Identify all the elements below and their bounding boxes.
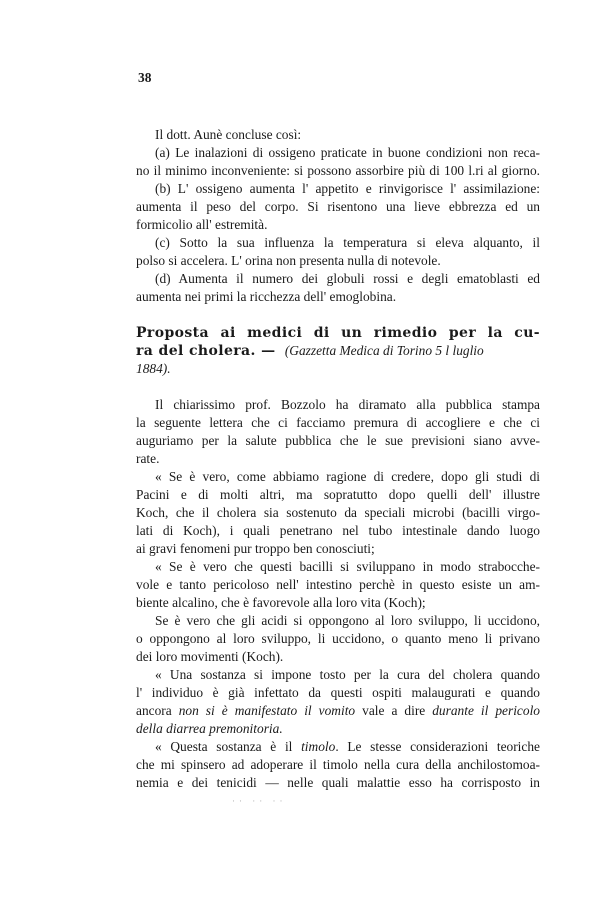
text-line: o oppongono al loro sviluppo, li uccidono, o quanto meno li privano: [136, 631, 540, 646]
text-line: l' individuo è già infettato da questi ospiti malaugurati e quando: [136, 685, 540, 700]
text-line: polso si accelera. L' orina non presenta nulla di notevole.: [136, 253, 441, 268]
text-line: aumenta il peso del corpo. Si risentono una lieve ebbrezza ed un: [136, 199, 540, 214]
italic-run: non si è manifestato il vomito: [178, 703, 356, 718]
text-line: dei loro movimenti (Koch).: [136, 649, 284, 664]
text-line: « Una sostanza si impone tosto per la cura del cholera quando: [155, 667, 540, 682]
text-line: Pacini e di molti altri, ma sopratutto dopo quelli dell' illustre: [136, 487, 540, 502]
text-line: Se è vero che gli acidi si oppongono al loro sviluppo, li uccidono,: [155, 613, 540, 628]
page-number: 38: [138, 70, 152, 85]
text-line: « Se è vero, come abbiamo ragione di credere, dopo gli studi di: [155, 469, 540, 484]
text-line: Koch, che il cholera sia sostenuto da speciali microbi (bacilli virgo-: [136, 505, 540, 520]
text-line: Il dott. Aunè concluse così:: [155, 127, 302, 142]
text-line: (d) Aumenta il numero dei globuli rossi e degli ematoblasti ed: [155, 271, 540, 286]
text-line: rate.: [136, 451, 160, 466]
heading-title-end: ra del cholera. —: [136, 343, 276, 359]
text-line: aumenta nei primi la ricchezza dell' emoglobina.: [136, 289, 397, 304]
text-line: Il chiarissimo prof. Bozzolo ha diramato alla pubblica stampa: [155, 397, 540, 412]
text-line: (a) Le inalazioni di ossigeno praticate in buone condizioni non reca-: [155, 145, 540, 160]
text-run: . Le stesse considerazioni teoriche: [335, 739, 540, 754]
text-line: (c) Sotto la sua influenza la temperatura si eleva alquanto, il: [155, 235, 540, 250]
text-run: vale a dire: [355, 703, 433, 718]
text-line: nemia e dei tenicidi — nelle quali malattie esso ha corrisposto in: [136, 775, 540, 790]
text-run: ancora: [136, 703, 179, 718]
text-line: ai gravi fenomeni pur troppo ben conosciuti;: [136, 541, 375, 556]
text-line: (b) L' ossigeno aumenta l' appetito e rinvigorisce l' assimilazione:: [155, 181, 540, 196]
text-line: lati di Koch), i quali penetrano nel tubo intestinale dando luogo: [136, 523, 540, 538]
bleed-through-marks: ·· ·· ··: [232, 796, 287, 806]
text-line: vole e tanto pericoloso nell' intestino perchè in questo esiste un am-: [136, 577, 540, 592]
text-line-mixed: [136, 702, 540, 720]
text-run: « Questa sostanza è il: [155, 739, 302, 754]
text-line: « Se è vero che questi bacilli si sviluppano in modo strabocche-: [155, 559, 540, 574]
text-line: della diarrea premonitoria.: [136, 721, 283, 736]
text-line: auguriamo per la salute pubblica che le sue previsioni siano avve-: [136, 433, 540, 448]
text-line-mixed: [155, 738, 540, 756]
text-line: no il minimo inconveniente: si possono assorbire più di 100 l.ri al giorno.: [136, 163, 540, 178]
text-line: la seguente lettera che ci facciamo premura di accogliere e che ci: [136, 415, 540, 430]
italic-run: durante il pericolo: [432, 703, 540, 718]
source-citation-year: 1884).: [136, 361, 171, 376]
text-line: biente alcalino, che è favorevole alla loro vita (Koch);: [136, 595, 426, 610]
source-citation: (Gazzetta Medica di Torino 5 l luglio: [284, 343, 484, 358]
article-heading-line-2: [136, 342, 540, 360]
text-line: formicolio all' estremità.: [136, 217, 268, 232]
article-heading: Proposta ai medici di un rimedio per la cu-: [136, 325, 540, 341]
italic-run: timolo: [301, 739, 336, 754]
text-line: che mi spinsero ad adoperare il timolo nella cura della anchilostomoa-: [136, 757, 540, 772]
